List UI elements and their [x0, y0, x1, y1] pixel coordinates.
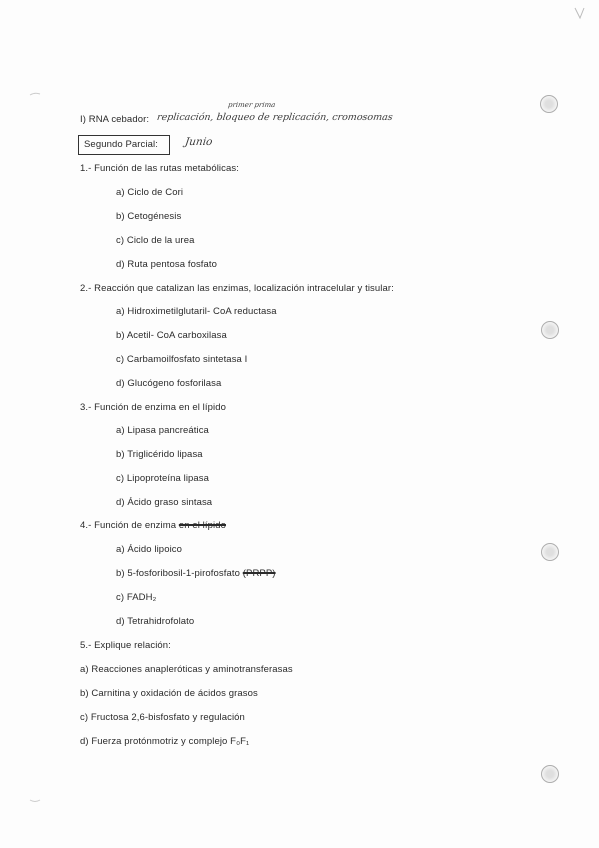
handwritten-exam-date: Junio — [184, 136, 214, 148]
exam-label: Segundo Parcial: — [84, 139, 158, 150]
question-5-item-d: d) Fuerza protónmotriz y complejo F₀F₁ — [80, 736, 250, 747]
question-1-title: 1.- Función de las rutas metabólicas: — [80, 163, 239, 174]
question-4-title-struck: en el lípido — [178, 520, 226, 531]
question-2-item-a: a) Hidroximetilglutaril- CoA reductasa — [116, 306, 277, 317]
question-4-item-d: d) Tetrahidrofolato — [116, 616, 195, 627]
question-4-item-c: c) FADH₂ — [116, 592, 157, 603]
question-4-item-a: a) Ácido lipoico — [116, 544, 183, 555]
question-1-item-b: b) Cetogénesis — [116, 211, 182, 222]
question-5-title: 5.- Explique relación: — [80, 640, 171, 651]
question-4-item-b — [116, 568, 276, 579]
question-3-item-d: d) Ácido graso sintasa — [116, 497, 213, 508]
question-1-item-d: d) Ruta pentosa fosfato — [116, 259, 218, 270]
question-2-item-c: c) Carbamoilfosfato sintetasa I — [116, 354, 248, 365]
question-3-title: 3.- Función de enzima en el lípido — [80, 402, 226, 413]
question-3-item-c: c) Lipoproteína lipasa — [116, 473, 210, 484]
question-5-item-c: c) Fructosa 2,6-bisfosfato y regulación — [80, 712, 245, 723]
question-4-item-b-struck: (PRPP) — [242, 568, 276, 579]
question-2-title: 2.- Reacción que catalizan las enzimas, localización intracelular y tisular: — [80, 283, 394, 294]
rna-label: I) RNA cebador: — [80, 114, 150, 125]
question-1-item-a: a) Ciclo de Cori — [116, 187, 184, 198]
question-4-title-main: 4.- Función de enzima — [80, 520, 177, 531]
question-2-item-b: b) Acetil- CoA carboxilasa — [116, 330, 227, 341]
question-3-item-b: b) Triglicérido lipasa — [116, 449, 203, 460]
question-1-item-c: c) Ciclo de la urea — [116, 235, 195, 246]
question-3-item-a: a) Lipasa pancreática — [116, 425, 209, 436]
question-5-item-a: a) Reacciones anapleróticas y aminotransferasas — [80, 664, 293, 675]
question-4-title — [80, 520, 226, 531]
handwritten-note-top: primer prima — [227, 101, 276, 109]
question-4-item-b-text: b) 5-fosforibosil-1-pirofosfato — [116, 568, 241, 579]
handwritten-note-rna: replicación, bloqueo de replicación, cromosomas — [156, 112, 394, 123]
question-2-item-d: d) Glucógeno fosforilasa — [116, 378, 222, 389]
question-5-item-b: b) Carnitina y oxidación de ácidos grasos — [80, 688, 258, 699]
